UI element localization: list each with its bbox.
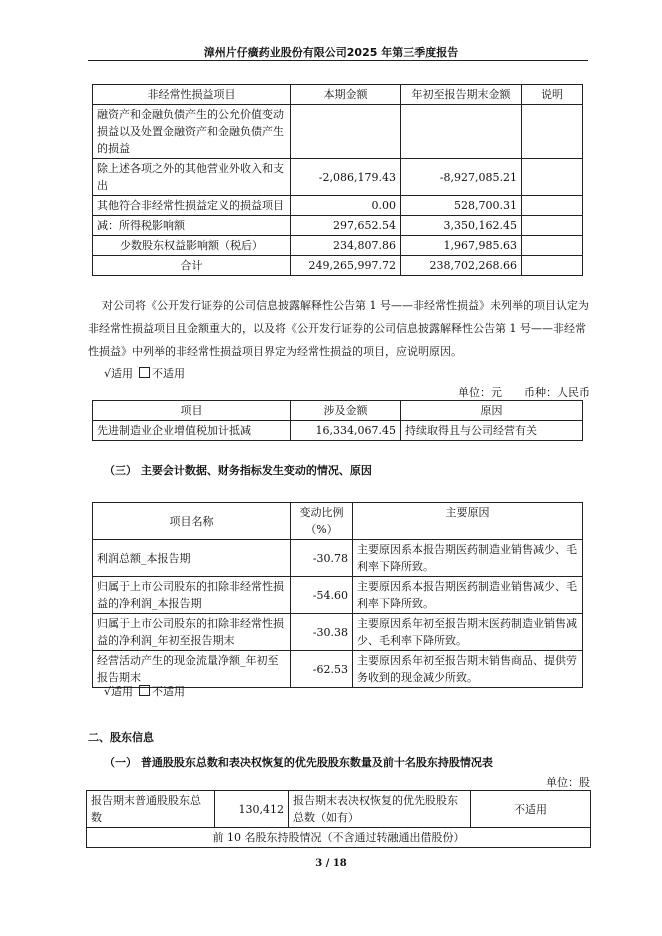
col-header: 说明 <box>522 85 583 105</box>
row-current: 297,652.54 <box>291 216 401 236</box>
table-row <box>93 651 583 688</box>
row-note <box>522 196 583 216</box>
table-row <box>93 159 583 196</box>
top10-heading: 前 10 名股东持股情况（不含通过转融通出借股份） <box>87 828 591 848</box>
col-header: 本期金额 <box>291 85 401 105</box>
row-ytd: -8,927,085.21 <box>401 159 522 196</box>
row-current: 234,807.86 <box>291 236 401 256</box>
row-item: 经营活动产生的现金流量净额_年初至报告期末 <box>93 651 291 688</box>
section-heading: 二、股东信息 <box>88 731 154 744</box>
row-item: 减：所得税影响额 <box>93 216 291 236</box>
table-span-row <box>87 828 591 848</box>
row-note <box>522 159 583 196</box>
row-note <box>522 256 583 276</box>
preferred-shareholders-label: 报告期末表决权恢复的优先股股东总数（如有） <box>289 791 471 828</box>
subsection-heading: （一） 普通股股东总数和表决权恢复的优先股股东数量及前十名股东持股情况表 <box>104 756 493 769</box>
row-current <box>291 105 401 159</box>
applicable-label: √适用 <box>104 685 134 698</box>
header-rule <box>88 60 588 61</box>
table-row <box>93 540 583 577</box>
row-item: 合计 <box>93 256 291 276</box>
shareholders-table <box>86 790 591 848</box>
row-reason: 主要原因系本报告期医药制造业销售减少、毛利率下降所致。 <box>353 577 583 614</box>
col-header: 项目 <box>93 401 291 421</box>
applicable-label: √适用 <box>104 367 134 380</box>
col-header: 变动比例（%） <box>291 503 353 540</box>
table-row <box>93 216 583 236</box>
row-ytd <box>401 105 522 159</box>
preferred-shareholders-value: 不适用 <box>471 791 591 828</box>
table-header-row <box>93 85 583 105</box>
col-header: 涉及金额 <box>291 401 401 421</box>
row-reason: 主要原因系本报告期医药制造业销售减少、毛利率下降所致。 <box>353 540 583 577</box>
row-current: 0.00 <box>291 196 401 216</box>
col-header: 项目名称 <box>93 503 291 540</box>
table-row-total <box>93 256 583 276</box>
total-shareholders-value: 130,412 <box>215 791 289 828</box>
row-item: 归属于上市公司股东的扣除非经常性损益的净利润_年初至报告期末 <box>93 614 291 651</box>
row-reason: 持续取得且与公司经营有关 <box>401 421 583 441</box>
not-applicable-label: 不适用 <box>152 367 186 380</box>
col-header: 主要原因 <box>353 503 583 540</box>
row-ratio: -30.78 <box>291 540 353 577</box>
row-item: 先进制造业企业增值税加计抵减 <box>93 421 291 441</box>
row-item: 少数股东权益影响额（税后） <box>93 236 291 256</box>
row-ratio: -30.38 <box>291 614 353 651</box>
row-amount: 16,334,067.45 <box>291 421 401 441</box>
currency-label: 币种：人民币 <box>524 386 590 399</box>
col-header: 年初至报告期末金额 <box>401 85 522 105</box>
row-item: 融资产和金融负债产生的公允价值变动损益以及处置金融资产和金融负债产生的损益 <box>93 105 291 159</box>
checkbox-icon <box>139 367 150 378</box>
table-row <box>93 105 583 159</box>
unit-label: 单位：元 <box>458 386 502 399</box>
recurring-items-table <box>92 400 583 441</box>
row-ytd: 238,702,268.66 <box>401 256 522 276</box>
row-note <box>522 105 583 159</box>
indicator-changes-table <box>92 502 583 688</box>
row-ytd: 1,967,985.63 <box>401 236 522 256</box>
table-row <box>93 614 583 651</box>
checkbox-icon <box>139 685 150 696</box>
row-ratio: -62.53 <box>291 651 353 688</box>
row-reason: 主要原因系年初至报告期末医药制造业销售减少、毛利率下降所致。 <box>353 614 583 651</box>
row-item: 归属于上市公司股东的扣除非经常性损益的净利润_本报告期 <box>93 577 291 614</box>
table-row <box>93 196 583 216</box>
explanation-paragraph: 对公司将《公开发行证券的公司信息披露解释性公告第 1 号——非经常性损益》未列举的项目认定为非经常性损益项目且金额重大的，以及将《公开发行证券的公司信息披露解释性公告第 1 号——非经常性损益》中列举的非经常性损益项目界定为经常性损益的项目，应说明原因。 <box>88 299 589 358</box>
col-header: 非经常性损益项目 <box>93 85 291 105</box>
not-applicable-label: 不适用 <box>152 685 186 698</box>
row-note <box>522 236 583 256</box>
row-reason: 主要原因系年初至报告期末销售商品、提供劳务收到的现金减少所致。 <box>353 651 583 688</box>
row-note <box>522 216 583 236</box>
page-header-title: 漳州片仔癀药业股份有限公司2025 年第三季度报告 <box>203 46 459 59</box>
total-shareholders-label: 报告期末普通股股东总数 <box>87 791 215 828</box>
row-item: 除上述各项之外的其他营业外收入和支出 <box>93 159 291 196</box>
table-header-row <box>93 503 583 540</box>
row-ytd: 528,700.31 <box>401 196 522 216</box>
unit-label: 单位：股 <box>546 776 590 789</box>
applicable-checkbox-line <box>104 683 185 699</box>
row-current: 249,265,997.72 <box>291 256 401 276</box>
unit-currency-line <box>458 384 590 400</box>
table-row <box>93 421 583 441</box>
row-current: -2,086,179.43 <box>291 159 401 196</box>
row-item: 利润总额_本报告期 <box>93 540 291 577</box>
page-number: 3 / 18 <box>315 858 347 869</box>
row-ratio: -54.60 <box>291 577 353 614</box>
table-row <box>93 236 583 256</box>
table-row <box>93 577 583 614</box>
table-header-row <box>93 401 583 421</box>
row-ytd: 3,350,162.45 <box>401 216 522 236</box>
applicable-checkbox-line <box>104 365 185 381</box>
table-row <box>87 791 591 828</box>
section-heading: （三） 主要会计数据、财务指标发生变动的情况、原因 <box>104 464 372 477</box>
row-item: 其他符合非经常性损益定义的损益项目 <box>93 196 291 216</box>
col-header: 原因 <box>401 401 583 421</box>
non-recurring-items-table <box>92 84 583 276</box>
